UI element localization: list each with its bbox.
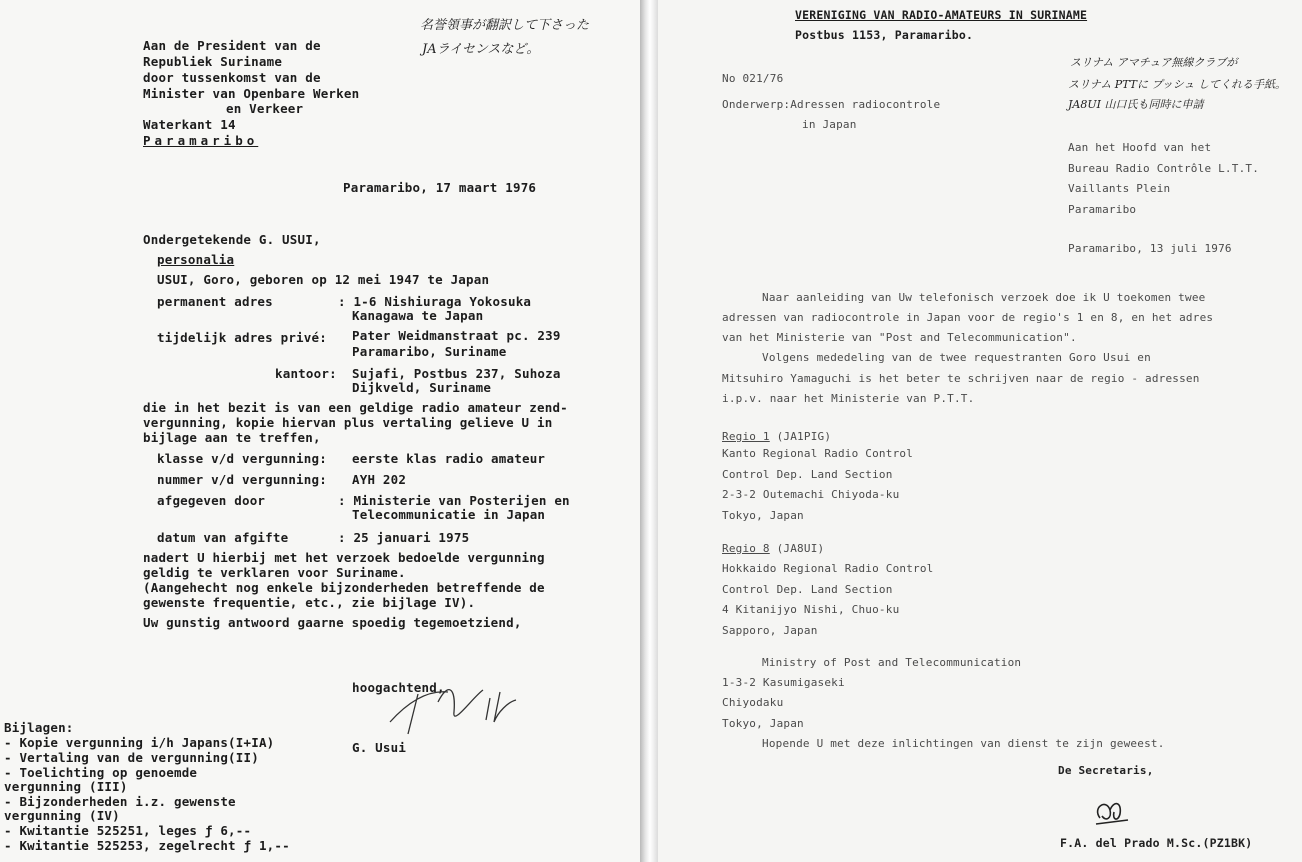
bijlage-item-3: - Toelichting op genoemde bbox=[4, 765, 198, 780]
letterhead: VERENIGING VAN RADIO-AMATEURS IN SURINAME bbox=[795, 8, 1088, 22]
regio-8-label: Regio 8 bbox=[722, 542, 770, 555]
subject-line-1: Onderwerp:Adressen radiocontrole bbox=[722, 98, 941, 111]
body-2-line-4: gewenste frequentie, etc., zie bijlage IV). bbox=[143, 595, 476, 610]
afgegeven-label: afgegeven door bbox=[157, 493, 266, 508]
bijlage-item-2: - Vertaling van de vergunning(II) bbox=[4, 750, 259, 765]
regio-8-line-1: Hokkaido Regional Radio Control bbox=[722, 562, 934, 575]
tijdelijk-address-2: Paramaribo, Suriname bbox=[352, 344, 507, 359]
body-1-line-1: die in het bezit is van een geldige radio amateur zend- bbox=[143, 400, 568, 415]
body-2-line-3: (Aangehecht nog enkele bijzonderheden betreffende de bbox=[143, 580, 545, 595]
handwritten-note-line-1: 名誉領事が翻訳して下さった bbox=[420, 18, 590, 33]
intro-line: Ondergetekende G. USUI, bbox=[143, 232, 321, 247]
regio-1-callsign: (JA1PIG) bbox=[776, 430, 832, 443]
datum-label: datum van afgifte bbox=[157, 530, 289, 545]
ministry-line-1: Ministry of Post and Telecommunication bbox=[762, 656, 1022, 669]
bijlage-item-6: vergunning (IV) bbox=[4, 808, 120, 823]
permanent-address-1: : 1-6 Nishiuraga Yokosuka bbox=[338, 294, 532, 309]
signature-name: G. Usui bbox=[352, 740, 407, 755]
bijlagen-heading: Bijlagen: bbox=[4, 720, 74, 735]
scan-gutter bbox=[640, 0, 658, 862]
bijlage-item-5: - Bijzonderheden i.z. gewenste bbox=[4, 794, 236, 809]
addressee-line-3: Vaillants Plein bbox=[1068, 182, 1171, 195]
right-letter-page bbox=[658, 0, 1302, 862]
addressee-line-3: door tussenkomst van de bbox=[143, 70, 321, 85]
body-2-line-2: geldig te verklaren voor Suriname. bbox=[143, 565, 406, 580]
nummer-value: AYH 202 bbox=[352, 472, 407, 487]
permanent-label: permanent adres bbox=[157, 294, 273, 309]
regio-8-line-2: Control Dep. Land Section bbox=[722, 583, 893, 596]
letter-number: No 021/76 bbox=[722, 72, 784, 85]
regio-8-heading bbox=[722, 542, 824, 555]
subject-line-2: in Japan bbox=[802, 118, 857, 131]
greeting: hoogachtend, bbox=[352, 680, 445, 695]
letter-date: Paramaribo, 13 juli 1976 bbox=[1068, 242, 1232, 255]
closing-line: Hopende U met deze inlichtingen van dienst te zijn geweest. bbox=[762, 737, 1165, 750]
regio-1-label: Regio 1 bbox=[722, 430, 770, 443]
regio-1-line-4: Tokyo, Japan bbox=[722, 509, 804, 522]
secretary-signature bbox=[1088, 794, 1138, 830]
secretary-title: De Secretaris, bbox=[1058, 764, 1154, 777]
regio-8-line-3: 4 Kitanijyo Nishi, Chuo-ku bbox=[722, 603, 900, 616]
ministry-line-3: Chiyodaku bbox=[722, 696, 784, 709]
body-2-line-1: nadert U hierbij met het verzoek bedoelde vergunning bbox=[143, 550, 545, 565]
left-letter-page bbox=[0, 0, 640, 862]
ministry-line-4: Tokyo, Japan bbox=[722, 717, 804, 730]
addressee-line-1: Aan het Hoofd van het bbox=[1068, 141, 1212, 154]
tijdelijk-address-1: Pater Weidmanstraat pc. 239 bbox=[352, 328, 561, 343]
kantoor-address-1: Sujafi, Postbus 237, Suhoza bbox=[352, 366, 561, 381]
handwritten-note-line-2: スリナム PTTに プッシュ してくれる手紙。 bbox=[1068, 78, 1287, 91]
handwritten-note-line-2: JAライセンスなど。 bbox=[422, 42, 540, 57]
regio-1-heading bbox=[722, 430, 831, 443]
afgegeven-line-1: : Ministerie van Posterijen en bbox=[338, 493, 570, 508]
regio-8-callsign: (JA8UI) bbox=[776, 542, 825, 555]
ministry-line-2: 1-3-2 Kasumigaseki bbox=[722, 676, 845, 689]
permanent-address-2: Kanagawa te Japan bbox=[352, 308, 484, 323]
body-1-line-2: vergunning, kopie hiervan plus vertaling gelieve U in bbox=[143, 415, 553, 430]
handwritten-note-line-3: JA8UI 山口氏も同時に申請 bbox=[1068, 98, 1204, 111]
datum-value: : 25 januari 1975 bbox=[338, 530, 470, 545]
addressee-city: Paramaribo bbox=[143, 133, 259, 148]
para-2-line-2: Mitsuhiro Yamaguchi is het beter te schrijven naar de regio - adressen bbox=[722, 372, 1200, 385]
addressee-line-2: Republiek Suriname bbox=[143, 54, 283, 69]
addressee-line-5: en Verkeer bbox=[226, 101, 304, 116]
handwritten-note-line-1: スリナム アマチュア無線クラブが bbox=[1070, 56, 1238, 69]
addressee-line-2: Bureau Radio Contrôle L.T.T. bbox=[1068, 162, 1260, 175]
para-1-line-3: van het Ministerie van "Post and Telecommunication". bbox=[722, 331, 1077, 344]
kantoor-label: kantoor: bbox=[275, 366, 337, 381]
para-1-line-2: adressen van radiocontrole in Japan voor de regio's 1 en 8, en het adres bbox=[722, 311, 1214, 324]
klasse-label: klasse v/d vergunning: bbox=[157, 451, 327, 466]
personalia-heading: personalia bbox=[157, 252, 235, 267]
letter-date: Paramaribo, 17 maart 1976 bbox=[343, 180, 537, 195]
bijlage-item-1: - Kopie vergunning i/h Japans(I+IA) bbox=[4, 735, 275, 750]
regio-8-line-4: Sapporo, Japan bbox=[722, 624, 818, 637]
para-2-line-3: i.p.v. naar het Ministerie van P.T.T. bbox=[722, 392, 975, 405]
personalia-line: USUI, Goro, geboren op 12 mei 1947 te Japan bbox=[157, 272, 490, 287]
regio-1-line-3: 2-3-2 Outemachi Chiyoda-ku bbox=[722, 488, 900, 501]
usui-signature bbox=[378, 672, 528, 742]
nummer-label: nummer v/d vergunning: bbox=[157, 472, 327, 487]
para-1-line-1: Naar aanleiding van Uw telefonisch verzoek doe ik U toekomen twee bbox=[762, 291, 1206, 304]
addressee-line-4: Minister van Openbare Werken bbox=[143, 86, 360, 101]
tijdelijk-label: tijdelijk adres privé: bbox=[157, 330, 327, 345]
addressee-line-1: Aan de President van de bbox=[143, 38, 321, 53]
bijlage-item-8: - Kwitantie 525253, zegelrecht ƒ 1,-- bbox=[4, 838, 290, 853]
closing-line: Uw gunstig antwoord gaarne spoedig tegemoetziend, bbox=[143, 615, 522, 630]
afgegeven-line-2: Telecommunicatie in Japan bbox=[352, 507, 546, 522]
signatory-name: F.A. del Prado M.Sc.(PZ1BK) bbox=[1060, 836, 1253, 850]
body-1-line-3: bijlage aan te treffen, bbox=[143, 430, 321, 445]
regio-1-line-1: Kanto Regional Radio Control bbox=[722, 447, 914, 460]
klasse-value: eerste klas radio amateur bbox=[352, 451, 546, 466]
regio-1-line-2: Control Dep. Land Section bbox=[722, 468, 893, 481]
addressee-line-4: Paramaribo bbox=[1068, 203, 1137, 216]
addressee-line-6: Waterkant 14 bbox=[143, 117, 236, 132]
bijlage-item-7: - Kwitantie 525251, leges ƒ 6,-- bbox=[4, 823, 252, 838]
letterhead-postbus: Postbus 1153, Paramaribo. bbox=[795, 28, 974, 42]
kantoor-address-2: Dijkveld, Suriname bbox=[352, 380, 492, 395]
para-2-line-1: Volgens mededeling van de twee requestranten Goro Usui en bbox=[762, 351, 1151, 364]
bijlage-item-4: vergunning (III) bbox=[4, 779, 128, 794]
